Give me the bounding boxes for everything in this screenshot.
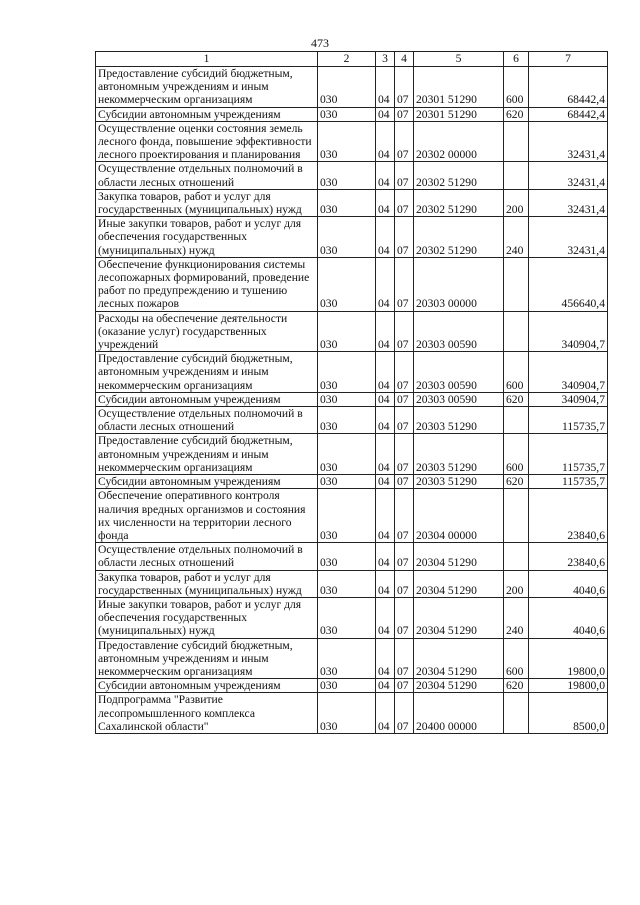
ministry-code-cell: 030 bbox=[318, 434, 376, 475]
amount-cell: 4040,6 bbox=[529, 597, 608, 638]
expense-type-cell: 200 bbox=[504, 570, 529, 597]
column-header: 3 bbox=[376, 52, 395, 67]
expense-type-cell bbox=[504, 543, 529, 570]
expense-type-cell bbox=[504, 407, 529, 434]
row-name-cell: Подпрограмма "Развитие лесопромышленного комплекса Сахалинской области" bbox=[96, 693, 318, 734]
table-row bbox=[96, 121, 608, 162]
amount-cell: 23840,6 bbox=[529, 489, 608, 543]
table-row bbox=[96, 67, 608, 108]
section-cell: 04 bbox=[376, 107, 395, 121]
section-cell: 04 bbox=[376, 597, 395, 638]
column-header: 2 bbox=[318, 52, 376, 67]
budget-table bbox=[95, 51, 608, 734]
expense-type-cell bbox=[504, 121, 529, 162]
amount-cell: 115735,7 bbox=[529, 407, 608, 434]
row-name-cell: Субсидии автономным учреждениям bbox=[96, 679, 318, 693]
table-row bbox=[96, 638, 608, 679]
section-cell: 04 bbox=[376, 693, 395, 734]
subsection-cell: 07 bbox=[395, 352, 414, 393]
row-name-cell: Расходы на обеспечение деятельности (оказание услуг) государственных учреждений bbox=[96, 311, 318, 352]
table-row bbox=[96, 107, 608, 121]
expense-type-cell: 200 bbox=[504, 189, 529, 216]
ministry-code-cell: 030 bbox=[318, 679, 376, 693]
section-cell: 04 bbox=[376, 489, 395, 543]
table-row bbox=[96, 407, 608, 434]
target-article-cell: 20302 00000 bbox=[414, 121, 504, 162]
row-name-cell: Закупка товаров, работ и услуг для государственных (муниципальных) нужд bbox=[96, 570, 318, 597]
expense-type-cell: 620 bbox=[504, 679, 529, 693]
target-article-cell: 20303 00590 bbox=[414, 392, 504, 406]
column-header: 1 bbox=[96, 52, 318, 67]
expense-type-cell bbox=[504, 257, 529, 311]
expense-type-cell: 620 bbox=[504, 107, 529, 121]
expense-type-cell: 600 bbox=[504, 434, 529, 475]
expense-type-cell: 600 bbox=[504, 352, 529, 393]
expense-type-cell bbox=[504, 311, 529, 352]
row-name-cell: Субсидии автономным учреждениям bbox=[96, 392, 318, 406]
section-cell: 04 bbox=[376, 638, 395, 679]
target-article-cell: 20303 00590 bbox=[414, 311, 504, 352]
target-article-cell: 20304 51290 bbox=[414, 679, 504, 693]
section-cell: 04 bbox=[376, 407, 395, 434]
expense-type-cell bbox=[504, 162, 529, 189]
expense-type-cell bbox=[504, 693, 529, 734]
table-row bbox=[96, 570, 608, 597]
subsection-cell: 07 bbox=[395, 107, 414, 121]
subsection-cell: 07 bbox=[395, 679, 414, 693]
table-row bbox=[96, 217, 608, 258]
amount-cell: 340904,7 bbox=[529, 352, 608, 393]
amount-cell: 340904,7 bbox=[529, 392, 608, 406]
subsection-cell: 07 bbox=[395, 407, 414, 434]
subsection-cell: 07 bbox=[395, 311, 414, 352]
table-row bbox=[96, 693, 608, 734]
table-row bbox=[96, 189, 608, 216]
subsection-cell: 07 bbox=[395, 162, 414, 189]
section-cell: 04 bbox=[376, 434, 395, 475]
target-article-cell: 20301 51290 bbox=[414, 107, 504, 121]
ministry-code-cell: 030 bbox=[318, 597, 376, 638]
ministry-code-cell: 030 bbox=[318, 107, 376, 121]
row-name-cell: Предоставление субсидий бюджетным, автономным учреждениям и иным некоммерческим организациям bbox=[96, 434, 318, 475]
subsection-cell: 07 bbox=[395, 434, 414, 475]
table-row bbox=[96, 543, 608, 570]
section-cell: 04 bbox=[376, 679, 395, 693]
row-name-cell: Осуществление отдельных полномочий в области лесных отношений bbox=[96, 543, 318, 570]
section-cell: 04 bbox=[376, 257, 395, 311]
ministry-code-cell: 030 bbox=[318, 257, 376, 311]
ministry-code-cell: 030 bbox=[318, 189, 376, 216]
table-row bbox=[96, 392, 608, 406]
expense-type-cell: 240 bbox=[504, 597, 529, 638]
row-name-cell: Осуществление оценки состояния земель лесного фонда, повышение эффективности лесного проектирования и планирования bbox=[96, 121, 318, 162]
target-article-cell: 20304 00000 bbox=[414, 489, 504, 543]
row-name-cell: Предоставление субсидий бюджетным, автономным учреждениям и иным некоммерческим организациям bbox=[96, 67, 318, 108]
ministry-code-cell: 030 bbox=[318, 311, 376, 352]
ministry-code-cell: 030 bbox=[318, 570, 376, 597]
subsection-cell: 07 bbox=[395, 392, 414, 406]
table-row bbox=[96, 257, 608, 311]
target-article-cell: 20302 51290 bbox=[414, 217, 504, 258]
page-number: 473 bbox=[311, 36, 329, 50]
table-row bbox=[96, 434, 608, 475]
target-article-cell: 20303 00590 bbox=[414, 352, 504, 393]
column-header: 6 bbox=[504, 52, 529, 67]
table-row bbox=[96, 475, 608, 489]
ministry-code-cell: 030 bbox=[318, 67, 376, 108]
amount-cell: 68442,4 bbox=[529, 107, 608, 121]
subsection-cell: 07 bbox=[395, 475, 414, 489]
ministry-code-cell: 030 bbox=[318, 121, 376, 162]
row-name-cell: Предоставление субсидий бюджетным, автономным учреждениям и иным некоммерческим организациям bbox=[96, 352, 318, 393]
amount-cell: 4040,6 bbox=[529, 570, 608, 597]
subsection-cell: 07 bbox=[395, 121, 414, 162]
section-cell: 04 bbox=[376, 121, 395, 162]
amount-cell: 340904,7 bbox=[529, 311, 608, 352]
subsection-cell: 07 bbox=[395, 217, 414, 258]
ministry-code-cell: 030 bbox=[318, 693, 376, 734]
target-article-cell: 20301 51290 bbox=[414, 67, 504, 108]
amount-cell: 32431,4 bbox=[529, 189, 608, 216]
column-number-row bbox=[96, 52, 608, 67]
section-cell: 04 bbox=[376, 67, 395, 108]
amount-cell: 32431,4 bbox=[529, 217, 608, 258]
target-article-cell: 20304 51290 bbox=[414, 597, 504, 638]
table-row bbox=[96, 162, 608, 189]
ministry-code-cell: 030 bbox=[318, 392, 376, 406]
section-cell: 04 bbox=[376, 311, 395, 352]
section-cell: 04 bbox=[376, 475, 395, 489]
amount-cell: 8500,0 bbox=[529, 693, 608, 734]
table-row bbox=[96, 352, 608, 393]
section-cell: 04 bbox=[376, 217, 395, 258]
target-article-cell: 20302 51290 bbox=[414, 162, 504, 189]
subsection-cell: 07 bbox=[395, 570, 414, 597]
ministry-code-cell: 030 bbox=[318, 407, 376, 434]
amount-cell: 19800,0 bbox=[529, 638, 608, 679]
table-row bbox=[96, 489, 608, 543]
expense-type-cell: 620 bbox=[504, 392, 529, 406]
subsection-cell: 07 bbox=[395, 543, 414, 570]
row-name-cell: Иные закупки товаров, работ и услуг для обеспечения государственных (муниципальных) нужд bbox=[96, 217, 318, 258]
table-row bbox=[96, 311, 608, 352]
column-header: 4 bbox=[395, 52, 414, 67]
ministry-code-cell: 030 bbox=[318, 217, 376, 258]
target-article-cell: 20302 51290 bbox=[414, 189, 504, 216]
section-cell: 04 bbox=[376, 352, 395, 393]
row-name-cell: Обеспечение оперативного контроля наличия вредных организмов и состояния их численности на территории лесного фонда bbox=[96, 489, 318, 543]
section-cell: 04 bbox=[376, 162, 395, 189]
row-name-cell: Иные закупки товаров, работ и услуг для обеспечения государственных (муниципальных) нужд bbox=[96, 597, 318, 638]
target-article-cell: 20400 00000 bbox=[414, 693, 504, 734]
table-body bbox=[96, 52, 608, 734]
subsection-cell: 07 bbox=[395, 597, 414, 638]
target-article-cell: 20303 51290 bbox=[414, 407, 504, 434]
target-article-cell: 20304 51290 bbox=[414, 543, 504, 570]
ministry-code-cell: 030 bbox=[318, 638, 376, 679]
row-name-cell: Предоставление субсидий бюджетным, автономным учреждениям и иным некоммерческим организациям bbox=[96, 638, 318, 679]
table-row bbox=[96, 679, 608, 693]
expense-type-cell: 240 bbox=[504, 217, 529, 258]
row-name-cell: Закупка товаров, работ и услуг для государственных (муниципальных) нужд bbox=[96, 189, 318, 216]
ministry-code-cell: 030 bbox=[318, 162, 376, 189]
amount-cell: 456640,4 bbox=[529, 257, 608, 311]
column-header: 7 bbox=[529, 52, 608, 67]
section-cell: 04 bbox=[376, 543, 395, 570]
target-article-cell: 20303 51290 bbox=[414, 475, 504, 489]
amount-cell: 32431,4 bbox=[529, 162, 608, 189]
ministry-code-cell: 030 bbox=[318, 543, 376, 570]
subsection-cell: 07 bbox=[395, 257, 414, 311]
ministry-code-cell: 030 bbox=[318, 352, 376, 393]
subsection-cell: 07 bbox=[395, 489, 414, 543]
table-row bbox=[96, 597, 608, 638]
row-name-cell: Обеспечение функционирования системы лесопожарных формирований, проведение работ по предупреждению и тушению лесных пожаров bbox=[96, 257, 318, 311]
ministry-code-cell: 030 bbox=[318, 475, 376, 489]
expense-type-cell: 600 bbox=[504, 638, 529, 679]
expense-type-cell: 620 bbox=[504, 475, 529, 489]
amount-cell: 115735,7 bbox=[529, 475, 608, 489]
target-article-cell: 20303 00000 bbox=[414, 257, 504, 311]
target-article-cell: 20303 51290 bbox=[414, 434, 504, 475]
expense-type-cell: 600 bbox=[504, 67, 529, 108]
amount-cell: 23840,6 bbox=[529, 543, 608, 570]
amount-cell: 32431,4 bbox=[529, 121, 608, 162]
subsection-cell: 07 bbox=[395, 638, 414, 679]
subsection-cell: 07 bbox=[395, 693, 414, 734]
ministry-code-cell: 030 bbox=[318, 489, 376, 543]
target-article-cell: 20304 51290 bbox=[414, 638, 504, 679]
section-cell: 04 bbox=[376, 189, 395, 216]
section-cell: 04 bbox=[376, 392, 395, 406]
row-name-cell: Осуществление отдельных полномочий в области лесных отношений bbox=[96, 407, 318, 434]
row-name-cell: Осуществление отдельных полномочий в области лесных отношений bbox=[96, 162, 318, 189]
section-cell: 04 bbox=[376, 570, 395, 597]
expense-type-cell bbox=[504, 489, 529, 543]
subsection-cell: 07 bbox=[395, 189, 414, 216]
row-name-cell: Субсидии автономным учреждениям bbox=[96, 475, 318, 489]
target-article-cell: 20304 51290 bbox=[414, 570, 504, 597]
amount-cell: 115735,7 bbox=[529, 434, 608, 475]
amount-cell: 19800,0 bbox=[529, 679, 608, 693]
row-name-cell: Субсидии автономным учреждениям bbox=[96, 107, 318, 121]
column-header: 5 bbox=[414, 52, 504, 67]
subsection-cell: 07 bbox=[395, 67, 414, 108]
amount-cell: 68442,4 bbox=[529, 67, 608, 108]
